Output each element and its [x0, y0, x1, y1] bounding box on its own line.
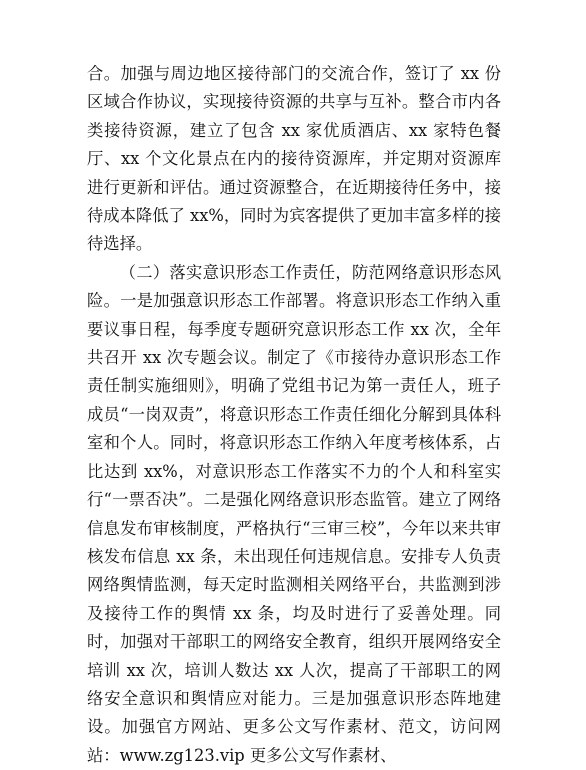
- paragraph-resource-integration: 合。加强与周边地区接待部门的交流合作，签订了 xx 份区域合作协议，实现接待资源的共享与互补。整合市内各类接待资源，建立了包含 xx 家优质酒店、xx 家特色餐厅、xx 个文化景点在内的接待资源库，并定期对资源库进行更新和评估。通过资源整合，在近期接待任务中，接待成本降低了 xx%，同时为宾客提供了更加丰富多样的接待选择。: [87, 64, 501, 254]
- paragraph-ideology-responsibility: （二）落实意识形态工作责任，防范网络意识形态风险。一是加强意识形态工作部署。将意识形态工作纳入重要议事日程，每季度专题研究意识形态工作 xx 次，全年共召开 xx 次专题会议。制定了《市接待办意识形态工作责任制实施细则》，明确了党组书记为第一责任人，班子成员“一岗双责”，将意识形态工作责任细化分解到具体科室和个人。同时，将意识形态工作纳入年度考核体系，占比达到 xx%，对意识形态工作落实不力的个人和科室实行“一票否决”。二是强化网络意识形态监管。建立了网络信息发布审核制度，严格执行“三审三校”，今年以来共审核发布信息 xx 条，未出现任何违规信息。安排专人负责网络舆情监测，每天定时监测相关网络平台，共监测到涉及接待工作的舆情 xx 条，均及时进行了妥善处理。同时，加强对干部职工的网络安全教育，组织开展网络安全培训 xx 次，培训人数达 xx 人次，提高了干部职工的网络安全意识和舆情应对能力。三是加强意识形态阵地建设。加强官方网站、更多公文写作素材、范文，访问网站：www.zg123.vip 更多公文写作素材、: [87, 262, 501, 765]
- document-body: [87, 60, 501, 770]
